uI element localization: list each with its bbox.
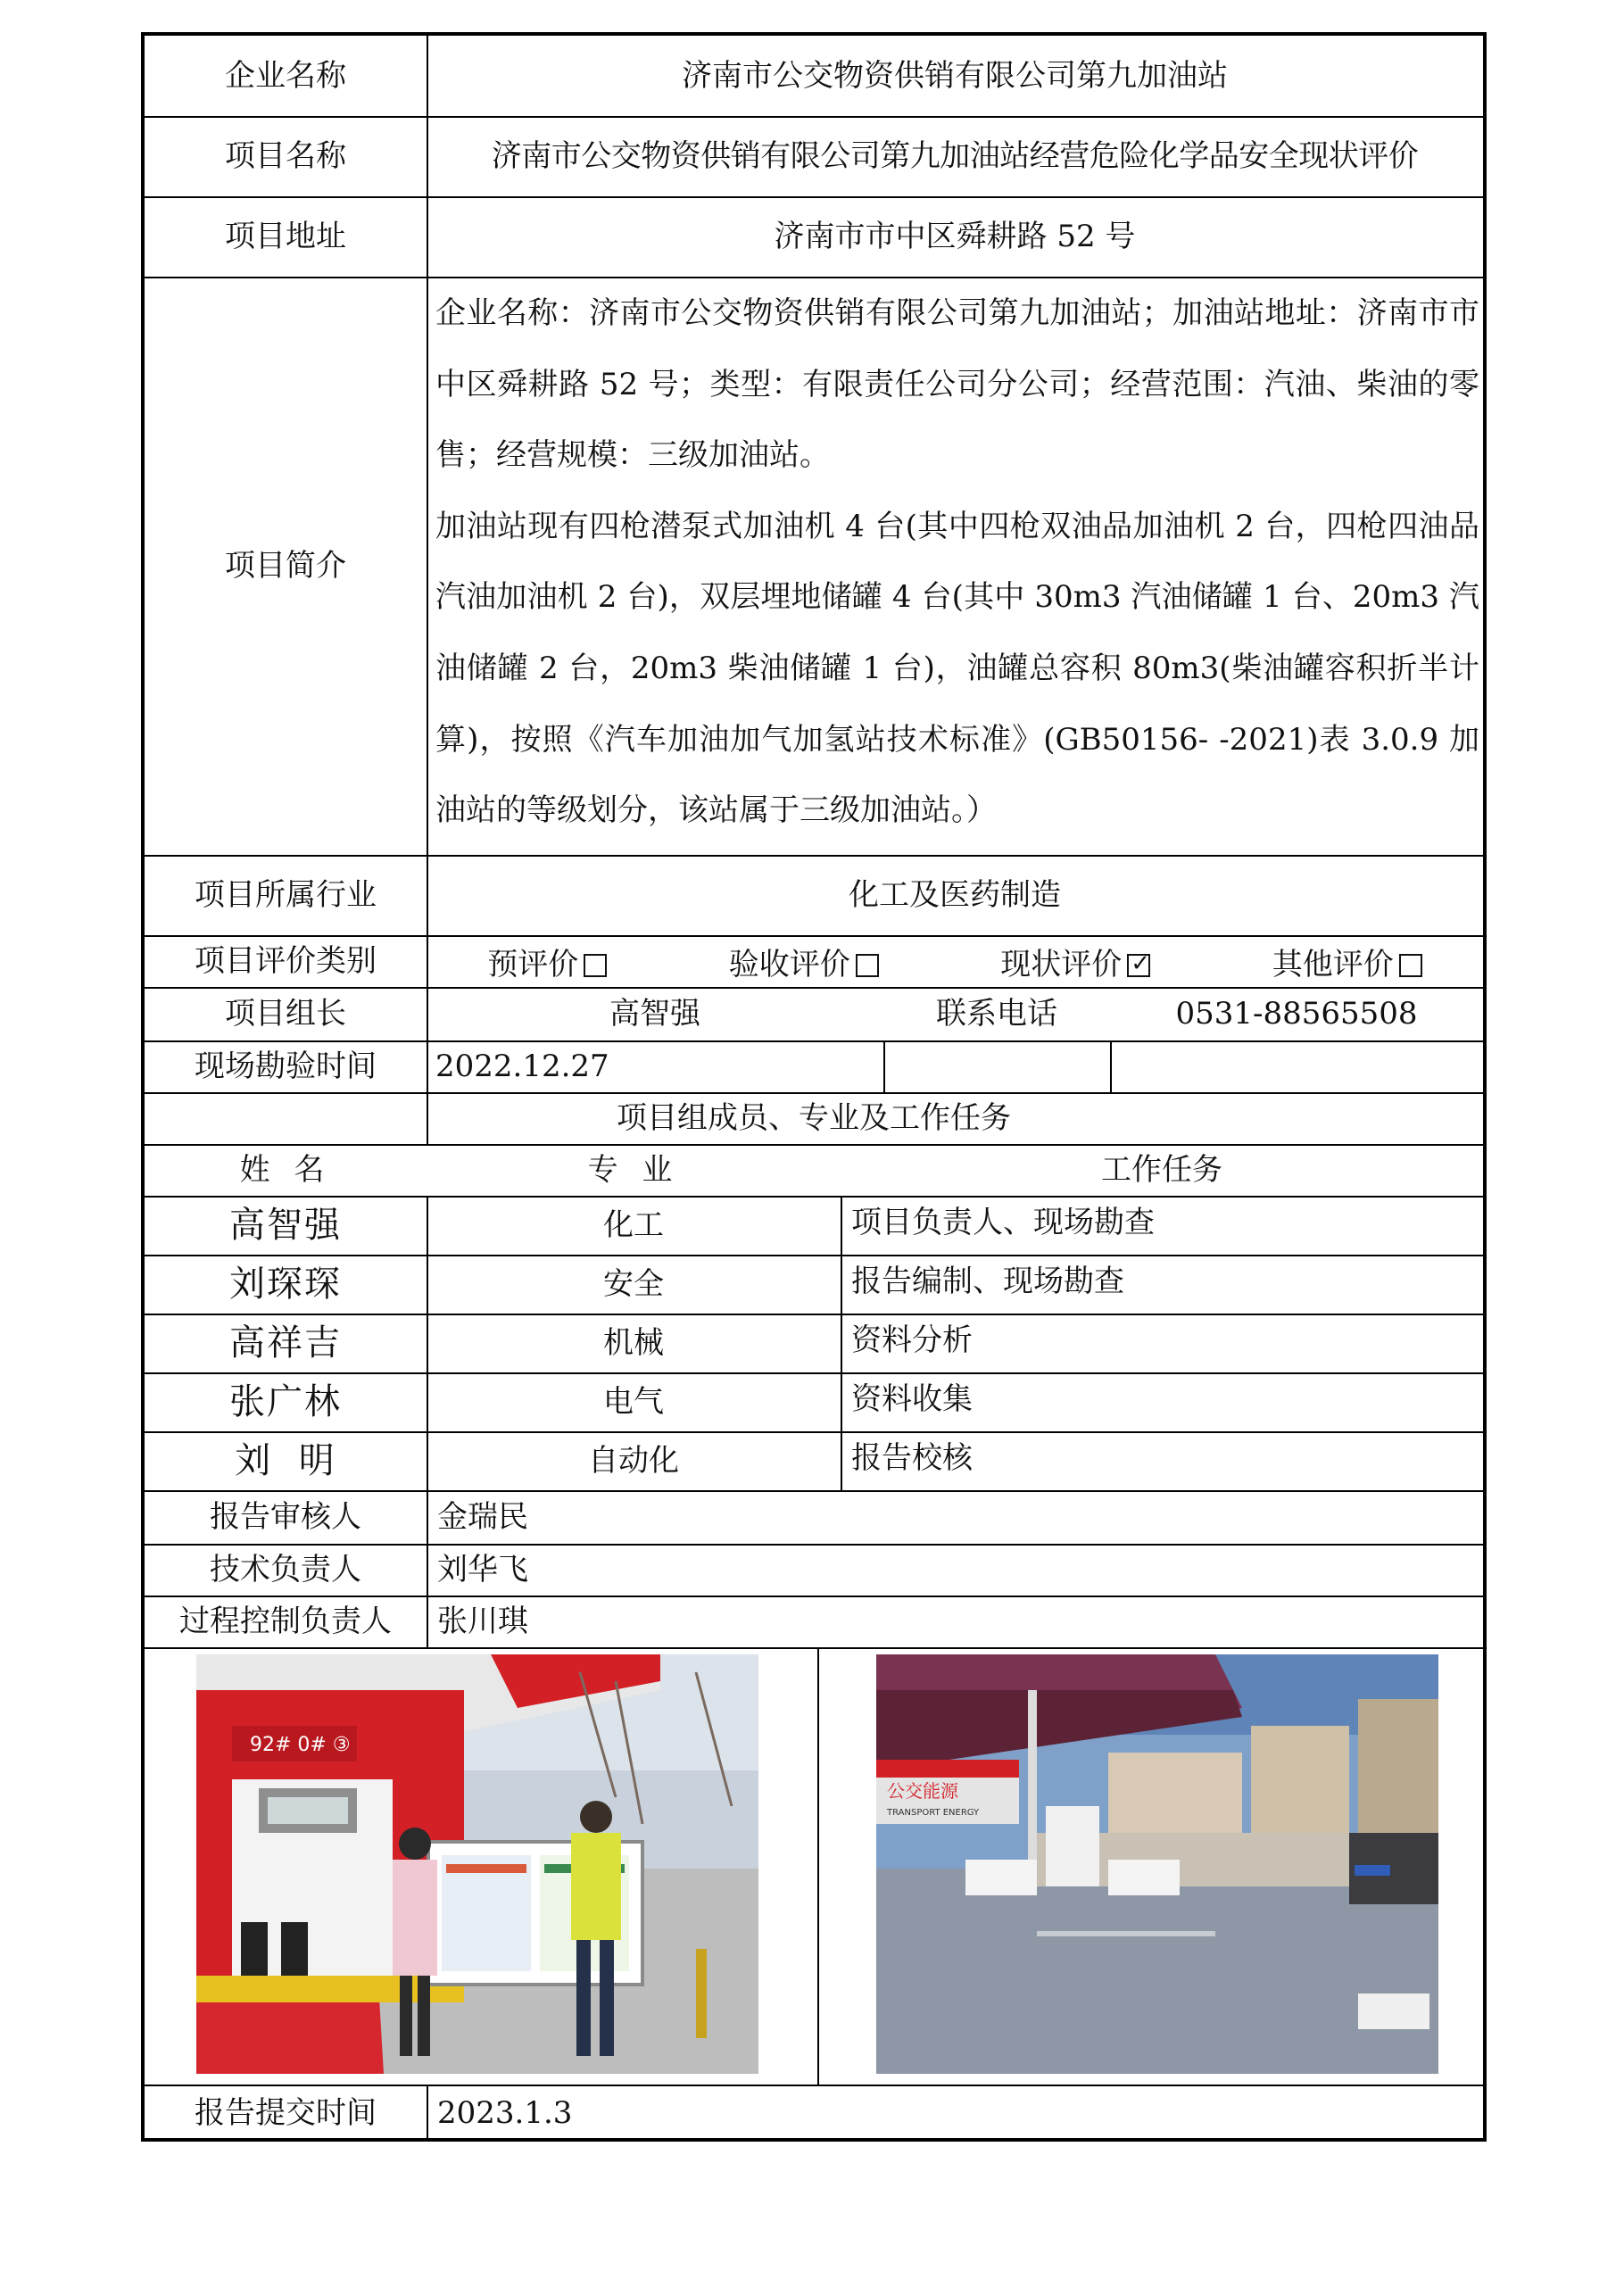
canopy-brand-sub: TRANSPORT ENERGY (887, 1808, 980, 1818)
process-lead-value: 张川琪 (437, 1604, 528, 1639)
submit-time-label: 报告提交时间 (195, 2095, 377, 2131)
checkbox-checked-icon[interactable] (1127, 954, 1150, 977)
reviewer-value: 金瑞民 (437, 1499, 528, 1535)
eval-type-options (427, 935, 1483, 987)
phone-value: 0531-88565508 (1175, 996, 1418, 1032)
members-header-major: 专 业 (587, 1152, 680, 1188)
member-task: 报告编制、现场勘查 (851, 1264, 1124, 1299)
members-header-name: 姓 名 (239, 1152, 332, 1188)
project-address-label: 项目地址 (225, 219, 346, 254)
survey-time-label: 现场勘验时间 (195, 1049, 377, 1084)
site-photo-canopy (876, 1654, 1438, 2074)
member-major: 化工 (603, 1207, 664, 1243)
member-name: 刘琛琛 (229, 1264, 342, 1305)
enterprise-value: 济南市公交物资供销有限公司第九加油站 (682, 58, 1228, 94)
member-major: 自动化 (588, 1443, 679, 1479)
evaluation-info-form (141, 32, 1487, 2142)
industry-value: 化工及医药制造 (849, 877, 1061, 913)
project-intro-text (435, 278, 1479, 858)
eval-type-label: 项目评价类别 (195, 943, 377, 979)
checkbox-icon[interactable] (1399, 954, 1422, 977)
member-task: 资料收集 (851, 1381, 973, 1417)
member-major: 安全 (603, 1266, 664, 1302)
member-name: 刘 明 (235, 1440, 336, 1481)
project-name-value: 济南市公交物资供销有限公司第九加油站经营危险化学品安全现状评价 (491, 138, 1419, 174)
site-photo-pump-island (196, 1654, 758, 2074)
enterprise-label: 企业名称 (225, 58, 346, 94)
leader-value: 高智强 (609, 996, 700, 1032)
member-name: 高祥吉 (229, 1322, 342, 1364)
reviewer-label: 报告审核人 (210, 1499, 361, 1535)
eval-option-acceptance[interactable]: 验收评价 (729, 940, 879, 983)
eval-option-pre[interactable]: 预评价 (487, 940, 607, 983)
phone-label: 联系电话 (936, 996, 1057, 1032)
member-major: 机械 (603, 1325, 664, 1361)
checkbox-icon[interactable] (856, 954, 879, 977)
member-name: 高智强 (229, 1205, 342, 1246)
survey-time-value: 2022.12.27 (435, 1049, 609, 1084)
member-name: 张广林 (229, 1381, 342, 1422)
checkbox-icon[interactable] (584, 954, 607, 977)
process-lead-label: 过程控制负责人 (179, 1604, 392, 1639)
intro-paragraph-2: 加油站现有四枪潜泵式加油机 4 台(其中四枪双油品加油机 2 台，四枪四油品汽油加油机 2 台)，双层埋地储罐 4 台(其中 30m3 汽油储罐 1 台、20m3 汽油储罐 2 台，20m3 柴油储罐 1 台)，油罐总容积 80m3(柴油罐容积折半计算)，按照《汽车加油加气加氢站技术标准》(GB50156- -2021)表 3.0.9 加油站的等级划分，该站属于三级加油站。） (435, 508, 1479, 829)
pump-sign-text: 92# 0# ③ (250, 1734, 351, 1756)
member-task: 项目负责人、现场勘查 (851, 1205, 1155, 1240)
canopy-brand-text: 公交能源 (887, 1780, 958, 1802)
tech-lead-label: 技术负责人 (210, 1552, 361, 1587)
industry-label: 项目所属行业 (195, 877, 377, 913)
project-address-value: 济南市市中区舜耕路 52 号 (774, 219, 1136, 254)
project-intro-label: 项目简介 (225, 548, 346, 584)
members-header-task: 工作任务 (1101, 1152, 1222, 1188)
project-name-label: 项目名称 (225, 138, 346, 174)
submit-time-value: 2023.1.3 (437, 2095, 573, 2131)
tech-lead-value: 刘华飞 (437, 1552, 528, 1587)
member-major: 电气 (603, 1384, 664, 1420)
member-task: 报告校核 (851, 1440, 973, 1476)
eval-option-other[interactable]: 其他评价 (1272, 940, 1422, 983)
eval-option-current[interactable]: 现状评价✓ (1000, 940, 1150, 983)
intro-paragraph-1: 企业名称：济南市公交物资供销有限公司第九加油站；加油站地址：济南市市中区舜耕路 52 号；类型：有限责任公司分公司；经营范围：汽油、柴油的零售；经营规模：三级加油站。 (435, 295, 1479, 474)
member-task: 资料分析 (851, 1322, 973, 1358)
members-title: 项目组成员、专业及工作任务 (617, 1100, 1011, 1136)
leader-label: 项目组长 (225, 996, 346, 1032)
